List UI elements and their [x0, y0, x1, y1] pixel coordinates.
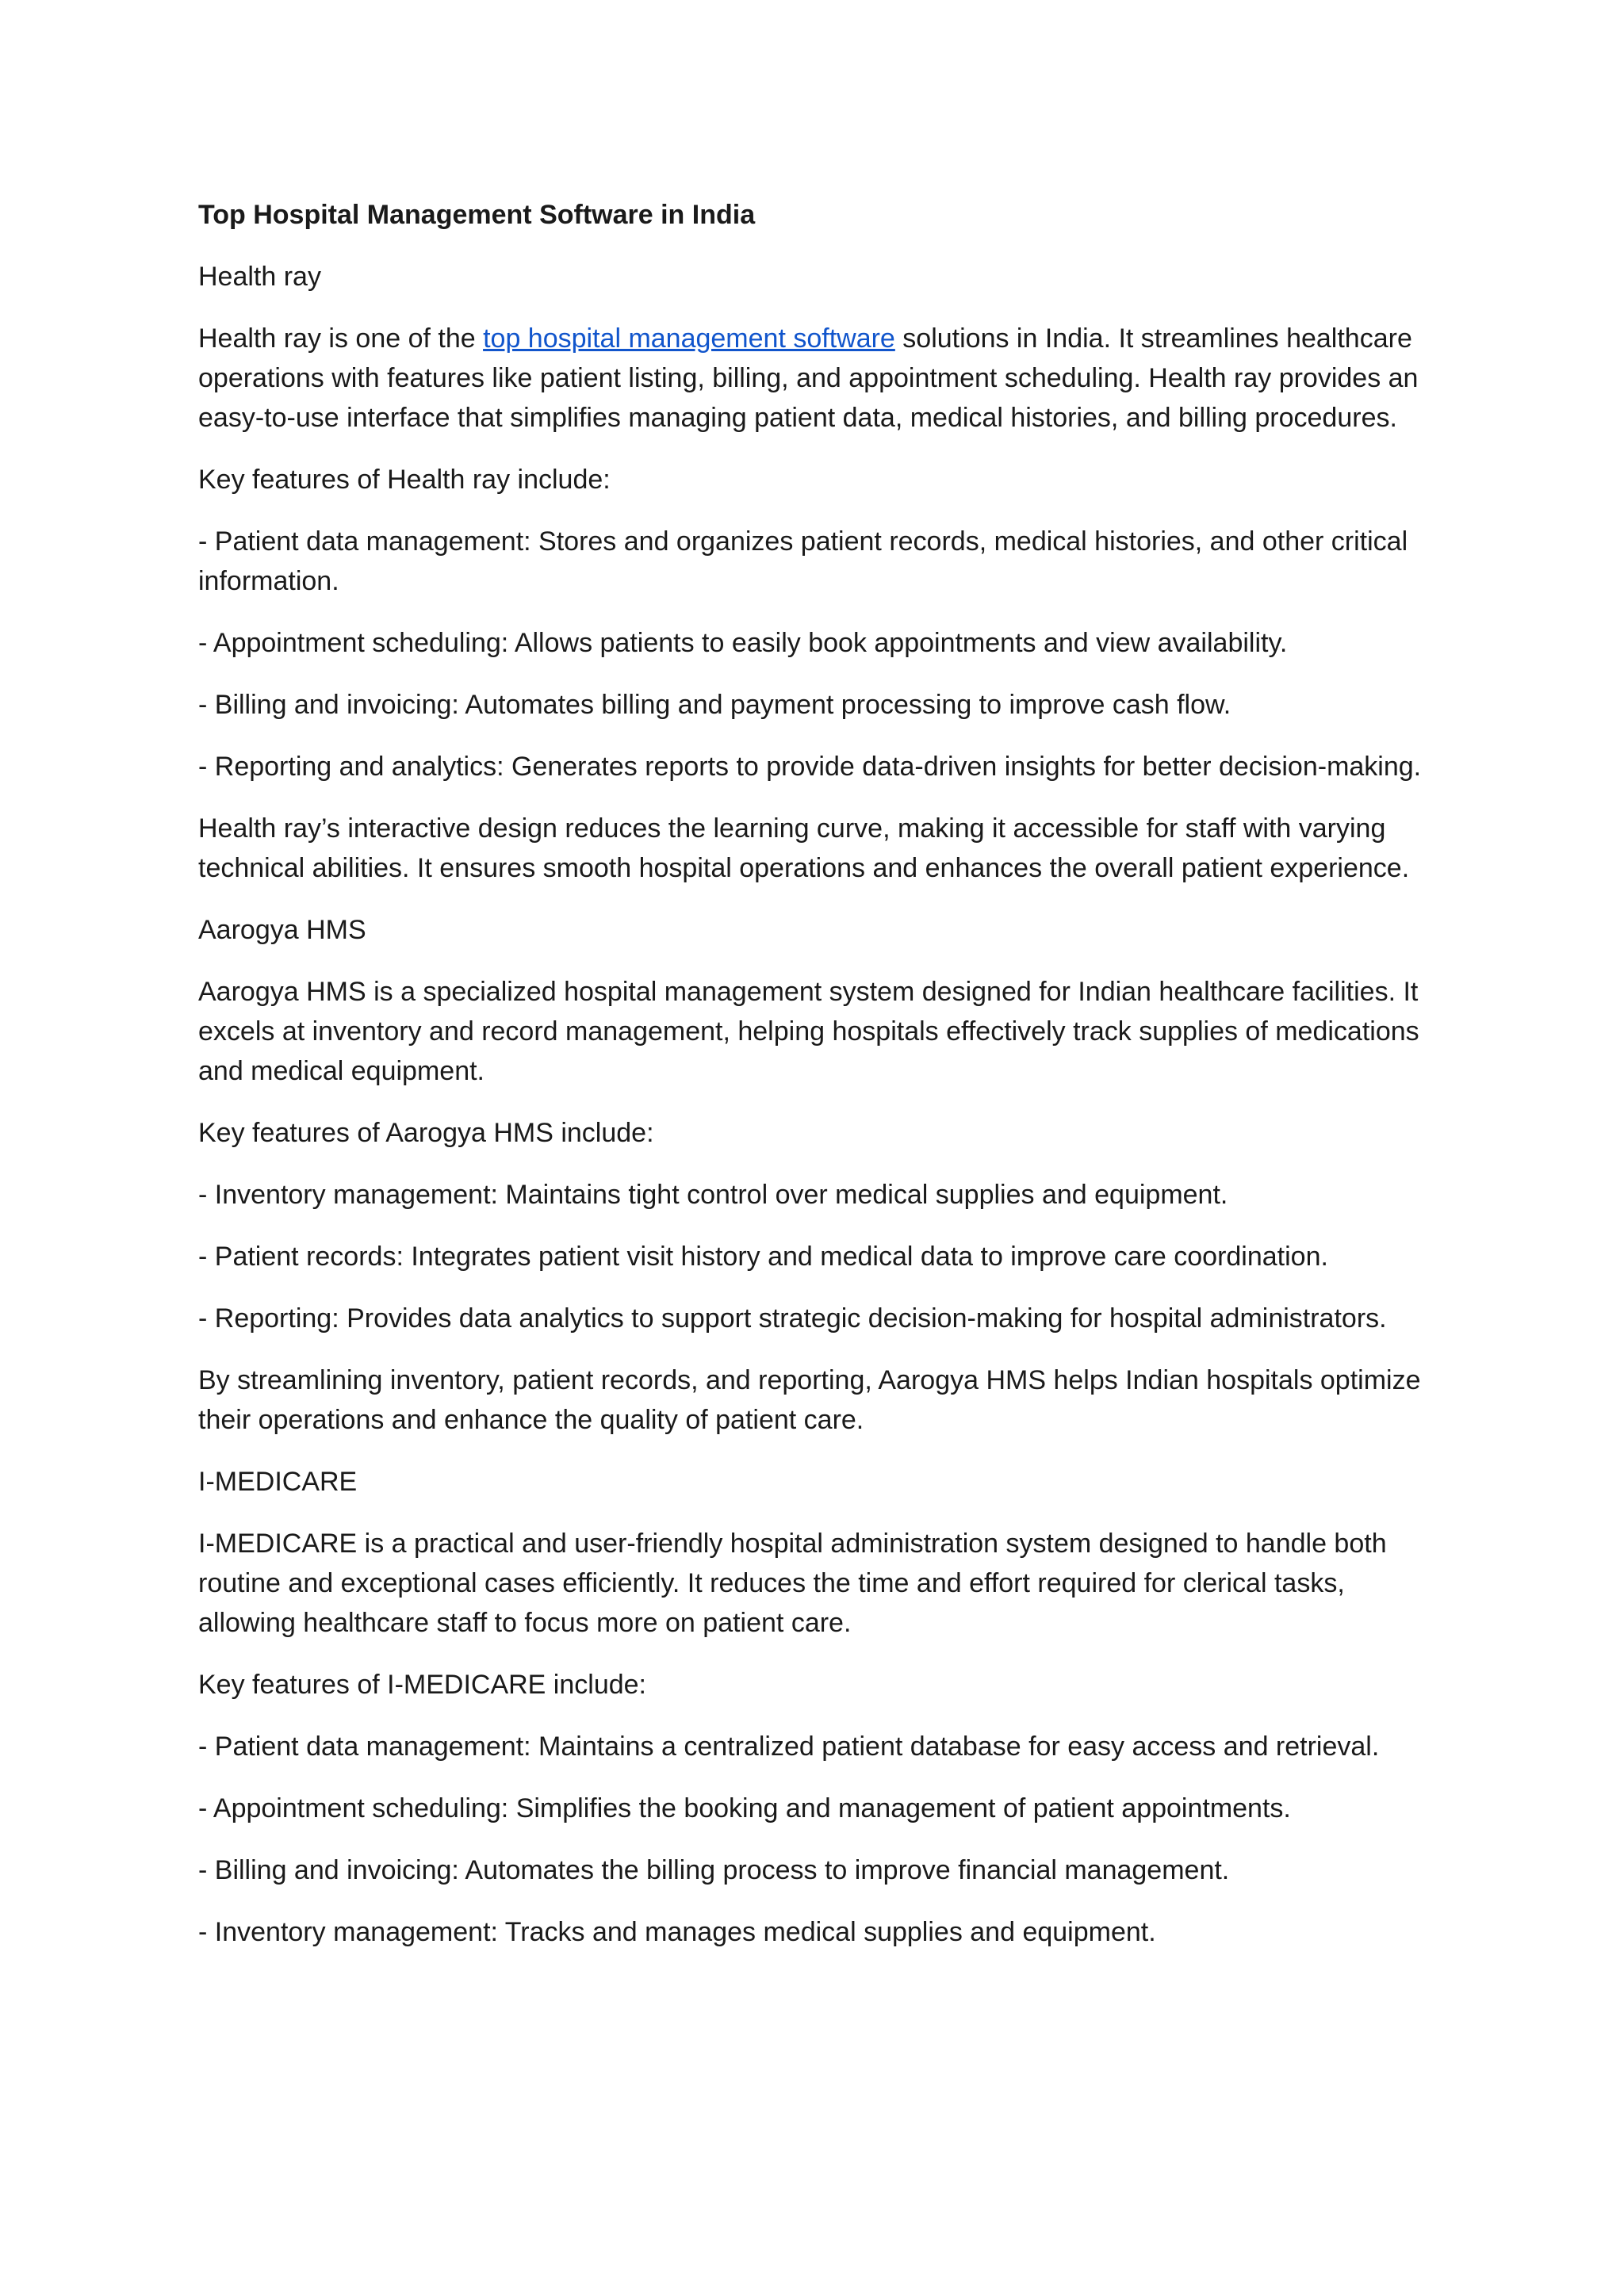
- health-ray-closing: Health ray’s interactive design reduces the learning curve, making it accessible for staff with varying technical abilities. It ensures smooth hospital operations and enhances the overall patient experience.: [198, 813, 1410, 883]
- list-item: - Patient data management: Maintains a centralized patient database for easy access and retrieval.: [198, 1732, 1380, 1762]
- section-heading-health-ray: Health ray: [198, 262, 321, 292]
- list-item: - Appointment scheduling: Simplifies the booking and management of patient appointments.: [198, 1793, 1291, 1823]
- list-item: - Billing and invoicing: Automates billing and payment processing to improve cash flow.: [198, 690, 1231, 720]
- list-item: - Inventory management: Maintains tight control over medical supplies and equipment.: [198, 1180, 1228, 1210]
- section-heading-i-medicare: I-MEDICARE: [198, 1467, 358, 1497]
- i-medicare-features-heading: Key features of I-MEDICARE include:: [198, 1670, 647, 1700]
- list-item: - Patient records: Integrates patient visit history and medical data to improve care coordination.: [198, 1242, 1328, 1272]
- list-item: - Reporting: Provides data analytics to support strategic decision-making for hospital administrators.: [198, 1303, 1387, 1334]
- section-heading-aarogya-hms: Aarogya HMS: [198, 915, 366, 945]
- list-item: - Billing and invoicing: Automates the billing process to improve financial management.: [198, 1855, 1230, 1885]
- document-body: [198, 195, 1443, 1974]
- list-item: - Reporting and analytics: Generates reports to provide data-driven insights for better decision-making.: [198, 752, 1422, 782]
- intro-text-before-link: Health ray is one of the: [198, 323, 484, 354]
- health-ray-features-heading: Key features of Health ray include:: [198, 465, 611, 495]
- i-medicare-intro: I-MEDICARE is a practical and user-friendly hospital administration system designed to handle both routine and exceptional cases efficiently. It reduces the time and effort required for clerical tasks, allowing healthcare staff to focus more on patient care.: [198, 1529, 1387, 1638]
- document-title: Top Hospital Management Software in India: [198, 200, 756, 230]
- intro-text-after-link: solutions in India. It streamlines healthcare operations with features like patient listing, billing, and appointment scheduling. Health ray provides an easy-to-use interface that simplifies managing patient data, medical histories, and billing procedures.: [198, 323, 1419, 433]
- aarogya-hms-closing: By streamlining inventory, patient records, and reporting, Aarogya HMS helps Indian hospitals optimize their operations and enhance the quality of patient care.: [198, 1365, 1421, 1435]
- list-item: - Patient data management: Stores and organizes patient records, medical histories, and other critical information.: [198, 526, 1408, 596]
- list-item: - Appointment scheduling: Allows patients to easily book appointments and view availability.: [198, 628, 1288, 658]
- list-item: - Inventory management: Tracks and manages medical supplies and equipment.: [198, 1917, 1156, 1947]
- aarogya-hms-intro: Aarogya HMS is a specialized hospital management system designed for Indian healthcare facilities. It excels at inventory and record management, helping hospitals effectively track supplies of medications and medical equipment.: [198, 977, 1419, 1086]
- top-hospital-management-software-link[interactable]: top hospital management software: [483, 323, 895, 354]
- health-ray-intro: [198, 319, 1443, 438]
- aarogya-hms-features-heading: Key features of Aarogya HMS include:: [198, 1118, 654, 1148]
